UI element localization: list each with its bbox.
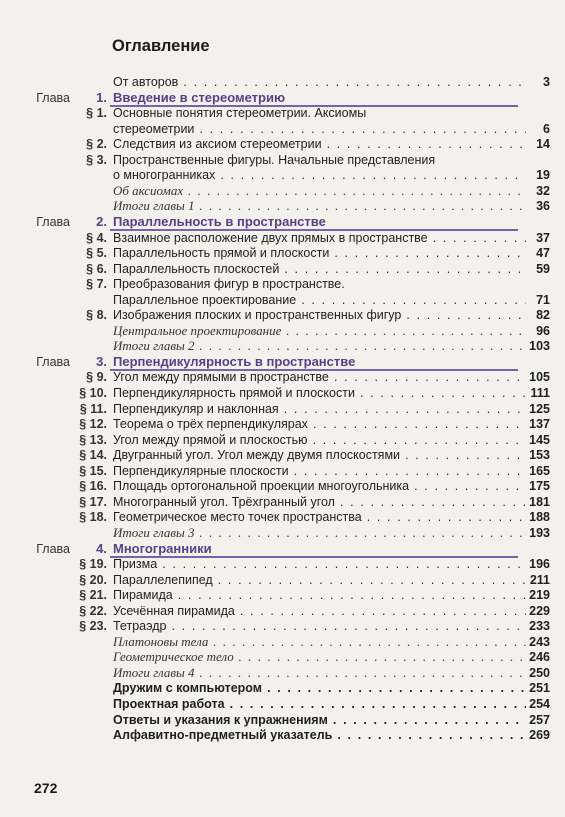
toc-entry-page: 103 — [529, 339, 550, 353]
toc-entry-title: Параллельность прямой и плоскости . . . — [113, 245, 526, 261]
toc-entry-title: Об аксиомах . . . — [113, 183, 526, 199]
toc-chapter-label: Глава — [36, 215, 70, 229]
toc-entry-page: 36 — [536, 199, 550, 213]
toc-entry-number: § 17. — [79, 495, 107, 509]
toc-entry — [0, 183, 565, 199]
toc-entry-page: 193 — [529, 526, 550, 540]
toc-entry-title: Итоги главы 2 . . . — [113, 338, 526, 354]
toc-entry-title: Геометрическое место точек пространства . . . — [113, 509, 526, 525]
toc-entry-page: 96 — [536, 324, 550, 338]
toc-entry-title: Преобразования фигур в пространстве. — [113, 277, 345, 291]
toc-entry-page: 153 — [529, 448, 550, 462]
toc-chapter-label: Глава — [36, 542, 70, 556]
toc-entry — [0, 121, 565, 137]
toc-entry — [0, 634, 565, 650]
toc-entry — [0, 105, 565, 121]
toc-entry — [0, 712, 565, 728]
toc-entry-title: Алфавитно-предметный указатель . . . — [113, 727, 526, 743]
toc-entry-page: 165 — [529, 464, 550, 478]
toc-entry-title: Взаимное расположение двух прямых в пространстве . . . — [113, 230, 526, 246]
toc-entry-title: Геометрическое тело . . . — [113, 649, 526, 665]
toc-entry-number: § 3. — [86, 153, 107, 167]
toc-entry — [0, 447, 565, 463]
toc-entry — [0, 525, 565, 541]
toc-entry-title: Итоги главы 3 . . . — [113, 525, 526, 541]
toc-entry — [0, 152, 565, 168]
toc-entry — [0, 572, 565, 588]
toc-entry — [0, 198, 565, 214]
toc-entry — [0, 727, 565, 743]
toc-entry — [0, 136, 565, 152]
toc-entry-title: Многогранники — [113, 541, 212, 556]
toc-entry-page: 188 — [529, 510, 550, 524]
toc-entry-page: 269 — [529, 728, 550, 742]
toc-entry-title: Угол между прямыми в пространстве . . . — [113, 369, 526, 385]
toc-entry-page: 145 — [529, 433, 550, 447]
toc-entry-title: Ответы и указания к упражнениям . . . — [113, 712, 526, 728]
toc-entry-page: 125 — [529, 402, 550, 416]
toc-entry-title: Следствия из аксиом стереометрии . . . — [113, 136, 526, 152]
toc-entry — [0, 696, 565, 712]
toc-entry — [0, 369, 565, 385]
toc-entry-number: § 1. — [86, 106, 107, 120]
toc-entry-page: 19 — [536, 168, 550, 182]
toc-entry-page: 250 — [529, 666, 550, 680]
toc-entry — [0, 401, 565, 417]
toc-entry-title: о многогранниках . . . — [113, 167, 526, 183]
toc-entry-page: 175 — [529, 479, 550, 493]
toc-entry-title: Параллельность плоскостей . . . — [113, 261, 526, 277]
toc-entry — [0, 307, 565, 323]
toc-entry — [0, 385, 565, 401]
toc-entry-page: 181 — [529, 495, 550, 509]
toc-entry-number: § 2. — [86, 137, 107, 151]
toc-entry-title: Итоги главы 1 . . . — [113, 198, 526, 214]
toc-chapter-heading — [0, 90, 565, 106]
toc-entry — [0, 478, 565, 494]
toc-entry-page: 137 — [529, 417, 550, 431]
toc-entry — [0, 416, 565, 432]
toc-entry-number: 2. — [96, 214, 107, 229]
toc-entry — [0, 649, 565, 665]
toc-entry-page: 14 — [536, 137, 550, 151]
toc-entry-page: 6 — [543, 122, 550, 136]
toc-entry-page: 211 — [529, 573, 550, 587]
toc-entry-title: Дружим с компьютером . . . — [113, 680, 526, 696]
toc-entry-page: 82 — [536, 308, 550, 322]
toc-entry-title: стереометрии . . . — [113, 121, 526, 137]
toc-entry — [0, 230, 565, 246]
toc-entry-title: Перпендикулярные плоскости . . . — [113, 463, 526, 479]
toc-entry — [0, 494, 565, 510]
toc-entry-page: 246 — [529, 650, 550, 664]
toc-entry — [0, 276, 565, 292]
toc-entry-number: § 7. — [86, 277, 107, 291]
toc-entry — [0, 323, 565, 339]
toc-entry-title: Пирамида . . . — [113, 587, 526, 603]
toc-entry — [0, 556, 565, 572]
toc-entry-title: Площадь ортогональной проекции многоугольника . . . — [113, 478, 526, 494]
toc-title: Оглавление — [112, 37, 210, 55]
toc-entry — [0, 618, 565, 634]
toc-entry-number: § 15. — [79, 464, 107, 478]
toc-entry-page: 105 — [529, 370, 550, 384]
toc-entry-page: 47 — [536, 246, 550, 260]
toc-entry-title: Параллелепипед . . . — [113, 572, 526, 588]
toc-entry-page: 71 — [536, 293, 550, 307]
toc-entry — [0, 432, 565, 448]
toc-entry — [0, 665, 565, 681]
toc-entry-title: Перпендикуляр и наклонная . . . — [113, 401, 526, 417]
toc-chapter-heading — [0, 541, 565, 557]
toc-entry-page: 196 — [529, 557, 550, 571]
toc-entry-number: § 14. — [79, 448, 107, 462]
toc-entry-page: 251 — [529, 681, 550, 695]
toc-entry-title: От авторов . . . — [113, 74, 526, 90]
toc-entry-page: 257 — [529, 713, 550, 727]
toc-entry-number: § 18. — [79, 510, 107, 524]
toc-entry-number: § 19. — [79, 557, 107, 571]
toc-entry-title: Теорема о трёх перпендикулярах . . . — [113, 416, 526, 432]
toc-chapter-label: Глава — [36, 355, 70, 369]
toc-entry-number: § 10. — [79, 386, 107, 400]
toc-entry-number: § 22. — [79, 604, 107, 618]
toc-entry-title: Параллельность в пространстве — [113, 214, 326, 229]
toc-entry — [0, 509, 565, 525]
toc-entry — [0, 463, 565, 479]
toc-entry-number: § 8. — [86, 308, 107, 322]
toc-entry-title: Основные понятия стереометрии. Аксиомы — [113, 106, 367, 120]
toc-entry-title: Многогранный угол. Трёхгранный угол . . . — [113, 494, 526, 510]
toc-entry — [0, 338, 565, 354]
toc-entry-title: Параллельное проектирование . . . — [113, 292, 526, 308]
toc-entry-title: Двугранный угол. Угол между двумя плоскостями . . . — [113, 447, 526, 463]
page-number: 272 — [34, 780, 58, 796]
toc-entry-title: Изображения плоских и пространственных фигур . . . — [113, 307, 526, 323]
toc-entry-page: 3 — [543, 75, 550, 89]
toc-entry-title: Перпендикулярность прямой и плоскости . . . — [113, 385, 526, 401]
toc-entry-title: Пространственные фигуры. Начальные представления — [113, 153, 436, 167]
toc-entry-number: § 16. — [79, 479, 107, 493]
toc-chapter-heading — [0, 354, 565, 370]
toc-entry-number: § 4. — [86, 231, 107, 245]
toc-entry-title: Проектная работа . . . — [113, 696, 526, 712]
toc-entry — [0, 245, 565, 261]
toc-entry-page: 243 — [529, 635, 550, 649]
toc-entry-number: § 12. — [79, 417, 107, 431]
toc-entry-page: 233 — [529, 619, 550, 633]
toc-entry — [0, 167, 565, 183]
toc-entry-number: 4. — [96, 541, 107, 556]
toc-entry-number: § 6. — [86, 262, 107, 276]
toc-entry-number: § 13. — [79, 433, 107, 447]
toc-entry-page: 254 — [529, 697, 550, 711]
toc-entry-number: § 20. — [79, 573, 107, 587]
toc-entry-number: 1. — [96, 90, 107, 105]
toc-entry-number: § 9. — [86, 370, 107, 384]
toc-entry-title: Центральное проектирование . . . — [113, 323, 526, 339]
toc-entry-title: Тетраэдр . . . — [113, 618, 526, 634]
toc-chapter-heading — [0, 214, 565, 230]
toc-entry — [0, 261, 565, 277]
toc-entry — [0, 74, 565, 90]
toc-entry-page: 219 — [529, 588, 550, 602]
toc-entry-number: § 21. — [79, 588, 107, 602]
toc-entry-title: Угол между прямой и плоскостью . . . — [113, 432, 526, 448]
toc-entry — [0, 587, 565, 603]
toc-entry-page: 37 — [536, 231, 550, 245]
toc-entry-page: 229 — [529, 604, 550, 618]
toc-entry-title: Итоги главы 4 . . . — [113, 665, 526, 681]
toc-entry-number: § 5. — [86, 246, 107, 260]
toc-entry-title: Перпендикулярность в пространстве — [113, 354, 356, 369]
toc-entry — [0, 680, 565, 696]
toc-entry-title: Введение в стереометрию — [113, 90, 286, 105]
toc-entry — [0, 292, 565, 308]
toc-chapter-label: Глава — [36, 91, 70, 105]
toc-entry-number: § 23. — [79, 619, 107, 633]
toc-entry-title: Усечённая пирамида . . . — [113, 603, 526, 619]
toc-entry-number: § 11. — [79, 402, 107, 416]
toc-entry-page: 111 — [530, 386, 550, 400]
toc-entry-page: 32 — [536, 184, 550, 198]
toc-entry — [0, 603, 565, 619]
toc-entry-number: 3. — [96, 354, 107, 369]
toc-entry-title: Призма . . . — [113, 556, 526, 572]
toc-entry-page: 59 — [536, 262, 550, 276]
toc-entry-title: Платоновы тела . . . — [113, 634, 526, 650]
